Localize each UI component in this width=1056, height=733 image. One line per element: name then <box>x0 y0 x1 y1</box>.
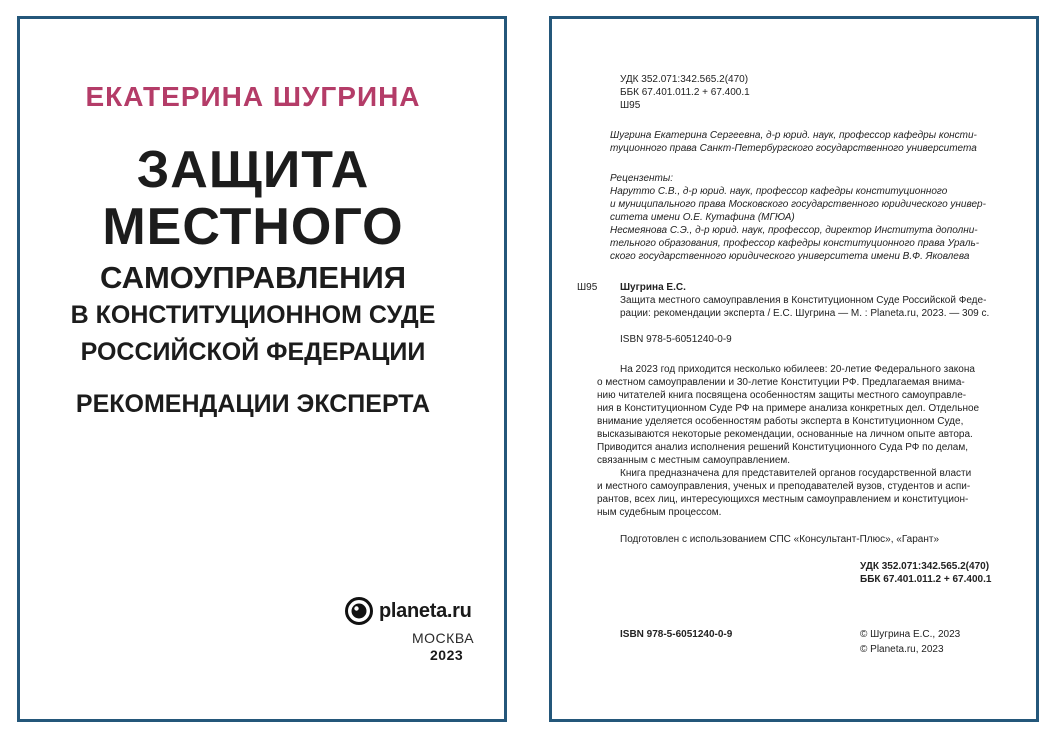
reviewer-line: ского государственного юридического университета имени В.Ф. Яковлева <box>610 251 970 262</box>
title-line-1: ЗАЩИТА <box>136 141 370 199</box>
imprint-page <box>549 16 1039 722</box>
abstract-line: нию читателей книга посвящена особенностям защиты местного самоуправле- <box>597 390 967 401</box>
author-info-line: туционного права Санкт-Петербургского государственного университета <box>610 143 977 154</box>
reviewer-line: Несмеянова С.Э., д-р юрид. наук, профессор, директор Института дополни- <box>610 225 978 236</box>
isbn-bold: ISBN 978-5-6051240-0-9 <box>620 629 733 640</box>
title-line-2: МЕСТНОГО <box>102 198 404 257</box>
copyright <box>860 628 960 658</box>
abstract-line: Приводится анализ исполнения решений Конституционного Суда РФ по делам, <box>597 442 969 453</box>
abstract <box>597 363 1000 519</box>
title-line-4: В КОНСТИТУЦИОННОМ СУДЕ <box>70 300 436 329</box>
abstract-line: ния в Конституционном Суде РФ на примере анализа конкретных дел. Отдельное <box>597 403 980 414</box>
book-title <box>20 141 486 419</box>
abstract-line: внимание уделяется особенностям работы эксперта в Конституционном Суде, <box>597 416 964 427</box>
catalog-line: рации: рекомендации эксперта / Е.С. Шугрина — М. : Planeta.ru, 2023. — 309 с. <box>620 308 990 319</box>
reviewers <box>610 172 1000 263</box>
year: 2023 <box>430 647 464 663</box>
classification-codes-bold <box>860 560 991 586</box>
title-line-5: РОССИЙСКОЙ ФЕДЕРАЦИИ <box>80 337 426 366</box>
reviewer-line: Нарутто С.В., д-р юрид. наук, профессор кафедры конституционного <box>610 186 948 197</box>
author-name: ЕКАТЕРИНА ШУГРИНА <box>85 81 421 112</box>
author-info-line: Шугрина Екатерина Сергеевна, д-р юрид. наук, профессор кафедры консти- <box>610 130 977 141</box>
isbn: ISBN 978-5-6051240-0-9 <box>620 334 732 345</box>
udc-code-bold: УДК 352.071:342.565.2(470) <box>860 561 990 572</box>
abstract-line: ным судебным процессом. <box>597 507 722 518</box>
title-page <box>17 16 507 722</box>
catalog-author: Шугрина Е.С. <box>620 282 686 293</box>
copyright-line: © Шугрина Е.С., 2023 <box>860 629 961 640</box>
catalog-code: Ш95 <box>577 282 598 293</box>
reviewer-line: ситета имени О.Е. Кутафина (МГЮА) <box>610 212 795 223</box>
bbk-code: ББК 67.401.011.2 + 67.400.1 <box>620 87 750 98</box>
abstract-line: о местном самоуправлении и 30-летие Конституции РФ. Предлагаемая внима- <box>597 377 965 388</box>
catalog-entry <box>620 281 1000 320</box>
author-info <box>610 129 1000 155</box>
abstract-line: связанным с местным самоуправлением. <box>597 455 791 466</box>
abstract-line: высказываются некоторые рекомендации, основанные на личном опыте автора. <box>597 429 973 440</box>
abstract-line: рантов, всех лиц, интересующихся местным самоуправлением и конституцион- <box>597 494 969 505</box>
bbk-code-bold: ББК 67.401.011.2 + 67.400.1 <box>860 574 992 585</box>
classification-codes <box>620 73 750 112</box>
title-line-3: САМОУПРАВЛЕНИЯ <box>99 260 407 296</box>
publisher-name: planeta.ru <box>379 599 472 622</box>
abstract-line: Книга предназначена для представителей органов государственной власти <box>620 468 972 479</box>
city: МОСКВА <box>412 630 475 646</box>
copyright-line: © Planeta.ru, 2023 <box>860 644 944 655</box>
reviewer-line: тельного образования, профессор кафедры конституционного права Ураль- <box>610 238 980 249</box>
abstract-line: На 2023 год приходится несколько юбилеев: 20-летие Федерального закона <box>620 364 975 375</box>
udc-code: УДК 352.071:342.565.2(470) <box>620 74 749 85</box>
subtitle: РЕКОМЕНДАЦИИ ЭКСПЕРТА <box>75 390 431 419</box>
author-code: Ш95 <box>620 100 641 111</box>
publisher-logo <box>345 597 472 625</box>
reviewer-line: и муниципального права Московского государственного юридического универ- <box>610 199 986 210</box>
catalog-line: Защита местного самоуправления в Конституционном Суде Российской Феде- <box>620 295 987 306</box>
abstract-line: и местного самоуправления, ученых и преподавателей вузов, студентов и аспи- <box>597 481 971 492</box>
prepared-note: Подготовлен с использованием СПС «Консультант-Плюс», «Гарант» <box>620 534 940 545</box>
planeta-logo-icon <box>345 597 373 625</box>
reviewers-heading: Рецензенты: <box>610 173 673 184</box>
